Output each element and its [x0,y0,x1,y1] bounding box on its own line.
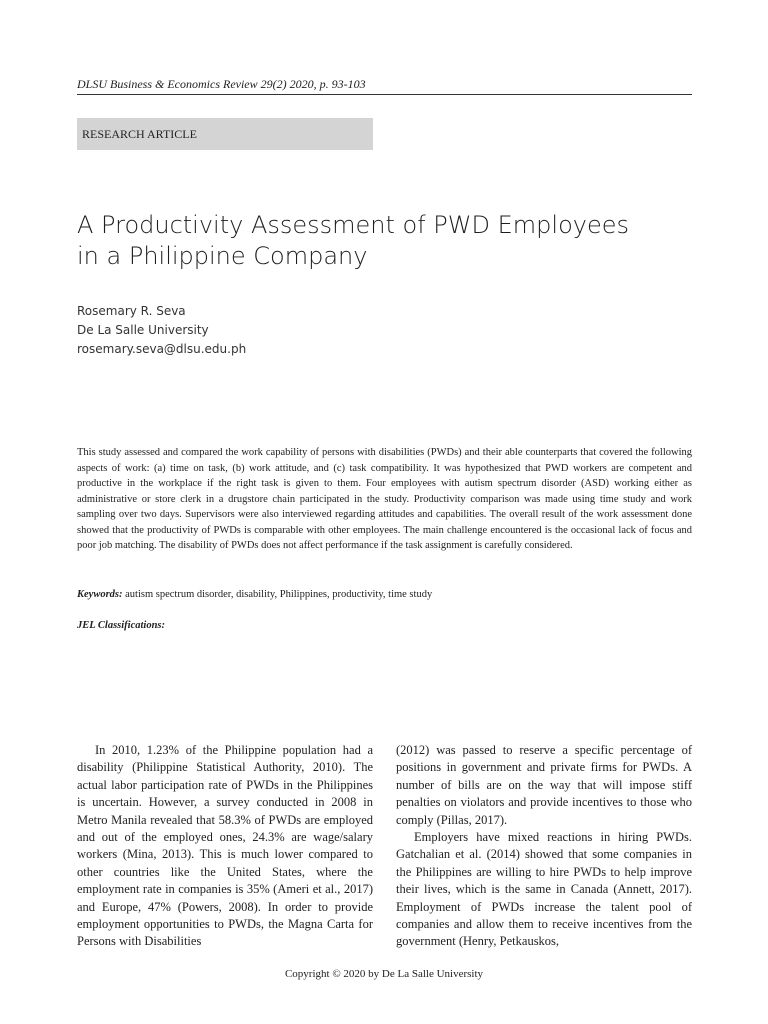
keywords-text: autism spectrum disorder, disability, Philippines, productivity, time study [125,589,433,600]
author-email[interactable]: rosemary.seva@dlsu.edu.ph [77,342,247,356]
copyright-footer: Copyright © 2020 by De La Salle University [284,968,484,980]
jel-classifications [77,618,165,633]
header-rule [77,94,692,95]
body-paragraph: In 2010, 1.23% of the Philippine population had a disability (Philippine Statistical Authority, 2010). The actual labor participation rate of PWDs in the Philippines is uncertain. However, a survey conducted in 2008 in Metro Manila revealed that 58.3% of PWDs are employed and out of the employed ones, 24.3% are wage/salary workers (Mina, 2013). This is much lower compared to other countries like the United States, where the employment rate in companies is 35% (Ameri et al., 2017) and Europe, 47% (Powers, 2008). In order to provide employment opportunities to PWDs, the Magna Carta for Persons with Disabilities [77,743,373,949]
body-paragraph: Employers have mixed reactions in hiring PWDs. Gatchalian et al. (2014) showed that some companies in the Philippines are willing to hire PWDs to help improve their lives, which is the same in Canada (Annett, 2017). Employment of PWDs increase the talent pool of companies and allow them to receive incentives from the government (Henry, Petkauskos, [396,830,692,949]
abstract: This study assessed and compared the work capability of persons with disabilities (PWDs) and their able counterparts that covered the following aspects of work: (a) time on task, (b) work attitude, and (c) task compatibility. It was hypothesized that PWD workers are competent and productive in the workplace if the right task is given to them. Four employees with autism spectrum disorder (ASD) working either as administrative or store clerk in a drugstore chain participated in the study. Productivity comparison was made using time study and work sampling over two days. Supervisors were also interviewed regarding attitudes and capabilities. The overall result of the work assessment done showed that the productivity of PWDs is comparable with other employees. The main challenge encountered is the occasional lack of focus and poor job matching. The disability of PWDs does not affect performance if the task assignment is carefully considered. [77,447,692,551]
body-column-right [396,742,692,951]
title-line-1: A Productivity Assessment of PWD Employees [77,211,629,239]
article-type-badge: RESEARCH ARTICLE [77,118,373,150]
author-name: Rosemary R. Seva [77,304,186,318]
journal-citation: DLSU Business & Economics Review 29(2) 2020, p. 93-103 [77,77,366,91]
author-affiliation: De La Salle University [77,323,209,337]
keywords [77,587,692,602]
author-block [77,302,246,359]
body-paragraph: (2012) was passed to reserve a specific percentage of positions in government and private firms for PWDs. A number of bills are on the way that will impose stiff penalties on violators and provide incentives to those who comply (Pillas, 2017). [396,743,692,827]
body-column-left [77,742,373,951]
title-line-2: in a Philippine Company [77,242,368,270]
paper-title [77,210,697,272]
jel-label: JEL Classifications: [77,620,165,631]
keywords-label: Keywords: [77,589,123,600]
